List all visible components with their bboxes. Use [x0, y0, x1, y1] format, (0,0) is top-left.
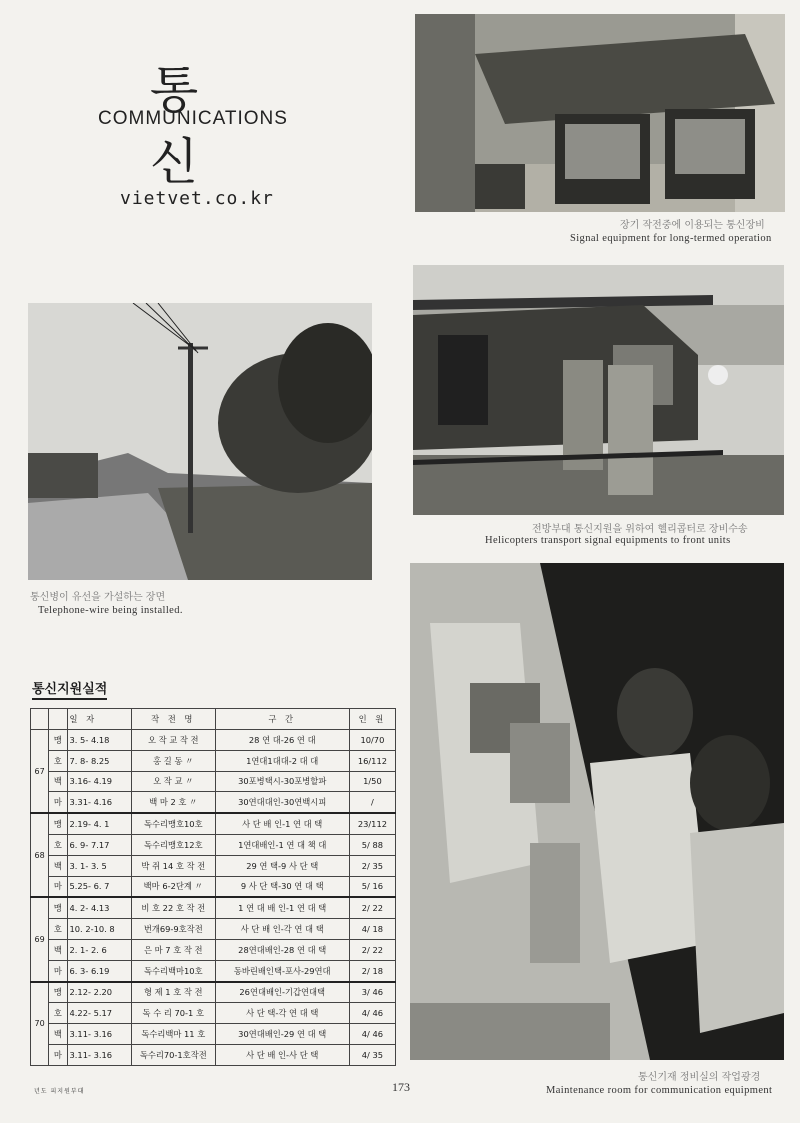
personnel-cell: 2/ 18	[349, 960, 395, 981]
operation-name-cell: 독수리맹호10호	[131, 813, 215, 834]
photo-signal-equipment-image	[415, 14, 785, 212]
date-cell: 3.31- 4.16	[67, 792, 131, 813]
operation-name-cell: 박 쥐 14 호 작 전	[131, 855, 215, 876]
operation-name-cell: 홍 길 동 〃	[131, 750, 215, 771]
table-row	[31, 750, 396, 771]
table-row	[31, 730, 396, 751]
operation-unit-cell: 마	[49, 876, 67, 897]
section-cell: 29 연 택-9 사 단 택	[215, 855, 349, 876]
site-watermark: vietvet.co.kr	[120, 188, 274, 209]
operation-unit-cell: 호	[49, 919, 67, 940]
date-cell: 3.11- 3.16	[67, 1024, 131, 1045]
operation-name-cell: 독 수 리 70-1 호	[131, 1003, 215, 1024]
year-cell: 68	[31, 813, 49, 897]
section-cell: 28 연 대-26 연 대	[215, 730, 349, 751]
table-row	[31, 792, 396, 813]
photo-signal-equipment	[415, 14, 785, 212]
page-title-korean: 통 신	[149, 61, 221, 191]
operation-unit-cell: 백	[49, 939, 67, 960]
date-cell: 5.25- 6. 7	[67, 876, 131, 897]
photo-helicopter	[413, 265, 784, 515]
personnel-cell: 4/ 18	[349, 919, 395, 940]
section-cell: 1 연 대 배 인-1 연 대 택	[215, 897, 349, 918]
operation-unit-cell: 호	[49, 750, 67, 771]
section-cell: 28연대배인-28 연 대 택	[215, 939, 349, 960]
personnel-cell: 2/ 22	[349, 897, 395, 918]
page-title-english: COMMUNICATIONS	[98, 108, 288, 129]
operation-name-cell: 은 마 7 호 작 전	[131, 939, 215, 960]
table-row	[31, 813, 396, 834]
table-row	[31, 1003, 396, 1024]
year-header	[31, 709, 49, 730]
personnel-cell: /	[349, 792, 395, 813]
caption-helicopter-kr: 전방부대 통신지원을 위하여 헬리콥터로 장비수송	[532, 524, 748, 535]
personnel-cell: 4/ 46	[349, 1024, 395, 1045]
operation-unit-header	[49, 709, 67, 730]
operation-unit-cell: 백	[49, 855, 67, 876]
date-cell: 3. 5- 4.18	[67, 730, 131, 751]
table-row	[31, 982, 396, 1003]
personnel-cell: 23/112	[349, 813, 395, 834]
table-row	[31, 834, 396, 855]
operation-name-cell: 백마 6-2단계 〃	[131, 876, 215, 897]
table-row	[31, 897, 396, 918]
personnel-cell: 2/ 22	[349, 939, 395, 960]
caption-maintenance-en: Maintenance room for communication equipment	[546, 1085, 773, 1096]
operation-unit-cell: 맹	[49, 897, 67, 918]
date-cell: 6. 9- 7.17	[67, 834, 131, 855]
section-cell: 사 단 배 인-1 연 대 택	[215, 813, 349, 834]
table-row	[31, 960, 396, 981]
caption-telephone-wire-en: Telephone-wire being installed.	[38, 605, 183, 616]
operation-unit-cell: 마	[49, 792, 67, 813]
photo-maintenance-room	[410, 563, 784, 1060]
photo-helicopter-image	[413, 265, 784, 515]
personnel-cell: 1/50	[349, 771, 395, 792]
year-cell: 69	[31, 897, 49, 981]
date-cell: 2.19- 4. 1	[67, 813, 131, 834]
personnel-cell: 16/112	[349, 750, 395, 771]
operation-unit-cell: 마	[49, 960, 67, 981]
operation-unit-cell: 마	[49, 1044, 67, 1065]
operation-unit-cell: 맹	[49, 813, 67, 834]
table-title: 통신지원실적	[32, 678, 107, 700]
table-row	[31, 855, 396, 876]
operation-unit-cell: 호	[49, 1003, 67, 1024]
table-row	[31, 771, 396, 792]
section-header: 구 간	[215, 709, 349, 730]
date-cell: 3.16- 4.19	[67, 771, 131, 792]
personnel-cell: 4/ 35	[349, 1044, 395, 1065]
operation-name-cell: 오 작 교 작 전	[131, 730, 215, 751]
date-cell: 10. 2-10. 8	[67, 919, 131, 940]
personnel-cell: 2/ 35	[349, 855, 395, 876]
section-cell: 1연대배인-1 연 대 책 대	[215, 834, 349, 855]
table-row	[31, 1044, 396, 1065]
operation-unit-cell: 호	[49, 834, 67, 855]
date-cell: 7. 8- 8.25	[67, 750, 131, 771]
date-cell: 6. 3- 6.19	[67, 960, 131, 981]
caption-maintenance-kr: 통신기재 정비실의 작업광경	[638, 1072, 761, 1083]
page-number: 173	[392, 1080, 410, 1094]
operation-name-cell: 오 작 교 〃	[131, 771, 215, 792]
operation-name-cell: 독수리70-1호작전	[131, 1044, 215, 1065]
operation-name-cell: 비 호 22 호 작 전	[131, 897, 215, 918]
operation-unit-cell: 맹	[49, 730, 67, 751]
year-cell: 67	[31, 730, 49, 814]
personnel-cell: 5/ 88	[349, 834, 395, 855]
section-cell: 26연대배인-기갑연대택	[215, 982, 349, 1003]
photo-maintenance-room-image	[410, 563, 784, 1060]
date-cell: 4.22- 5.17	[67, 1003, 131, 1024]
operation-name-cell: 독수리백마10호	[131, 960, 215, 981]
personnel-cell: 3/ 46	[349, 982, 395, 1003]
section-cell: 30포병택시-30포병할파	[215, 771, 349, 792]
operation-name-header: 작 전 명	[131, 709, 215, 730]
table-row	[31, 1024, 396, 1045]
personnel-cell: 5/ 16	[349, 876, 395, 897]
operation-unit-cell: 맹	[49, 982, 67, 1003]
section-cell: 사 단 택-각 연 대 택	[215, 1003, 349, 1024]
table-row	[31, 919, 396, 940]
operation-name-cell: 백 마 2 호 〃	[131, 792, 215, 813]
table-row	[31, 939, 396, 960]
photo-telephone-wire-image	[28, 303, 372, 580]
section-cell: 사 단 배 인-각 연 대 택	[215, 919, 349, 940]
section-cell: 9 사 단 택-30 연 대 택	[215, 876, 349, 897]
year-cell: 70	[31, 982, 49, 1066]
operation-unit-cell: 백	[49, 771, 67, 792]
date-cell: 3. 1- 3. 5	[67, 855, 131, 876]
date-cell: 4. 2- 4.13	[67, 897, 131, 918]
caption-telephone-wire-kr: 통신병이 유선을 가설하는 장면	[30, 592, 166, 603]
section-cell: 동바린배인택-포사-29연대	[215, 960, 349, 981]
operation-name-cell: 형 제 1 호 작 전	[131, 982, 215, 1003]
footer-note: 년도 피지원부대	[34, 1088, 85, 1095]
section-cell: 1연대1대대-2 대 대	[215, 750, 349, 771]
section-cell: 사 단 배 인-사 단 택	[215, 1044, 349, 1065]
caption-signal-equipment-kr: 장기 작전중에 이용되는 통신장비	[620, 220, 765, 231]
date-header: 일 자	[67, 709, 131, 730]
personnel-cell: 10/70	[349, 730, 395, 751]
table-header-row	[31, 709, 396, 730]
photo-telephone-wire	[28, 303, 372, 580]
operation-name-cell: 독수리맹호12호	[131, 834, 215, 855]
section-cell: 30연대대인-30연백시피	[215, 792, 349, 813]
date-cell: 2.12- 2.20	[67, 982, 131, 1003]
personnel-cell: 4/ 46	[349, 1003, 395, 1024]
section-cell: 30연대배인-29 연 대 택	[215, 1024, 349, 1045]
operation-name-cell: 독수리백마 11 호	[131, 1024, 215, 1045]
date-cell: 3.11- 3.16	[67, 1044, 131, 1065]
caption-signal-equipment-en: Signal equipment for long-termed operation	[570, 233, 772, 244]
personnel-header: 인 원	[349, 709, 395, 730]
operation-unit-cell: 백	[49, 1024, 67, 1045]
operation-name-cell: 번개69-9호작전	[131, 919, 215, 940]
caption-helicopter-en: Helicopters transport signal equipments to front units	[485, 535, 731, 546]
date-cell: 2. 1- 2. 6	[67, 939, 131, 960]
table-row	[31, 876, 396, 897]
communication-support-table	[30, 708, 396, 1066]
